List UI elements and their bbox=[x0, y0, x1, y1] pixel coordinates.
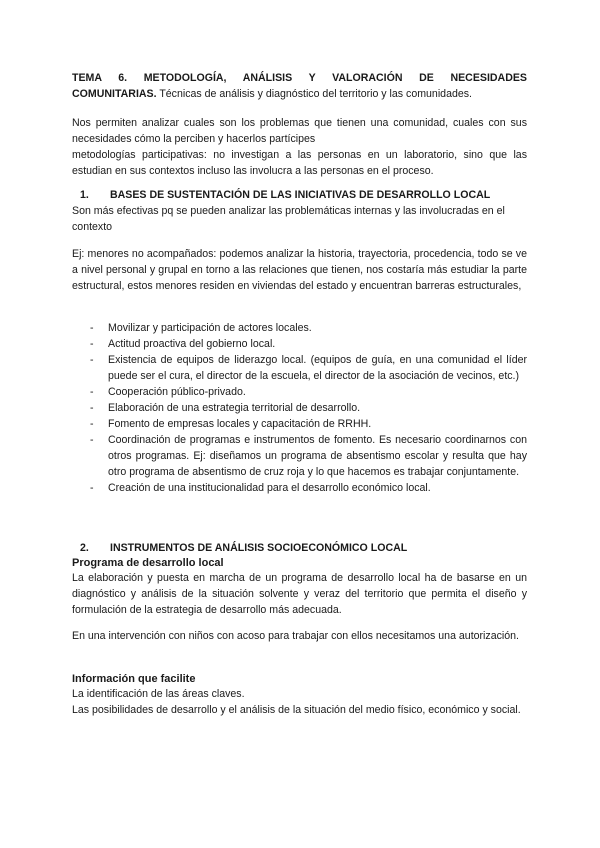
list-item: - Actitud proactiva del gobierno local. bbox=[72, 336, 527, 352]
section-2-title: INSTRUMENTOS DE ANÁLISIS SOCIOECONÓMICO LOCAL bbox=[110, 542, 408, 554]
info-block bbox=[72, 686, 527, 718]
section-1-text bbox=[72, 203, 527, 235]
info-heading-block bbox=[72, 671, 527, 687]
title-line-2 bbox=[72, 86, 527, 102]
section-1-number: 1. bbox=[80, 189, 89, 201]
section-1-title: BASES DE SUSTENTACIÓN DE LAS INICIATIVAS DE DESARROLLO LOCAL bbox=[110, 189, 491, 201]
section-1-heading bbox=[72, 187, 527, 203]
section-2-subtitle-block bbox=[72, 555, 527, 571]
section-2-text-1: La elaboración y puesta en marcha de un programa de desarrollo local ha de basarse en un diagnóstico y análisis de la situación solvente y veraz del territorio que permita el diseño y formulación de la estrategia de desarrollo más adecuada. bbox=[72, 572, 527, 616]
section-1-example bbox=[72, 246, 527, 294]
section-2-paragraph-2 bbox=[72, 628, 527, 644]
list-item: - Coordinación de programas e instrumentos de fomento. Es necesario coordinarnos con otros programas. Ej: diseñamos un programa de absentismo escolar y resulta que hay otro programa de absentismo de cruz roja y lo que hacemos es trabajar conjuntamente. bbox=[72, 432, 527, 480]
info-line-2: Las posibilidades de desarrollo y el análisis de la situación del medio físico, económico y social. bbox=[72, 704, 521, 716]
intro-paragraph-1: Nos permiten analizar cuales son los problemas que tienen una comunidad, cuales con sus necesidades cómo la perciben y hacerlos partícipes bbox=[72, 117, 527, 145]
title-line-2-rest: Técnicas de análisis y diagnóstico del territorio y las comunidades. bbox=[156, 88, 472, 100]
list-item: - Creación de una institucionalidad para el desarrollo económico local. bbox=[72, 480, 527, 496]
info-heading: Información que facilite bbox=[72, 673, 196, 685]
document-title bbox=[72, 70, 527, 102]
section-1-list bbox=[72, 320, 527, 496]
title-line-1: TEMA 6. METODOLOGÍA, ANÁLISIS Y VALORACIÓN DE NECESIDADES bbox=[72, 72, 527, 84]
title-line-2-bold: COMUNITARIAS. bbox=[72, 88, 157, 100]
info-line-1: La identificación de las áreas claves. bbox=[72, 688, 245, 700]
section-2-subtitle: Programa de desarrollo local bbox=[72, 557, 224, 569]
section-2-number: 2. bbox=[80, 542, 89, 554]
section-2-heading bbox=[72, 540, 527, 556]
list-item: - Fomento de empresas locales y capacitación de RRHH. bbox=[72, 416, 527, 432]
list-item: - Existencia de equipos de liderazgo local. (equipos de guía, en una comunidad el líder puede ser el cura, el director de la escuela, el director de la asociación de vecinos, etc.) bbox=[72, 352, 527, 384]
section-2-text-2: En una intervención con niños con acoso para trabajar con ellos necesitamos una autorización. bbox=[72, 630, 519, 642]
section-2-paragraph-1 bbox=[72, 570, 527, 618]
intro bbox=[72, 115, 527, 179]
section-1-example-paragraph: Ej: menores no acompañados: podemos analizar la historia, trayectoria, procedencia, todo se ve a nivel personal y grupal en torno a las relaciones que tienen, nos costaría más estudiar la parte estructural, estos menores residen en viviendas del estado y encuentran barreras estructurales, bbox=[72, 248, 527, 292]
intro-paragraph-2: metodologías participativas: no investigan a las personas en un laboratorio, sino que las estudian en sus contextos incluso las involucra a las personas en el proceso. bbox=[72, 149, 527, 177]
list-item: - Movilizar y participación de actores locales. bbox=[72, 320, 527, 336]
list-item: - Cooperación público-privado. bbox=[72, 384, 527, 400]
list-item: - Elaboración de una estrategia territorial de desarrollo. bbox=[72, 400, 527, 416]
section-1-paragraph: Son más efectivas pq se pueden analizar las problemáticas internas y las involucradas en el contexto bbox=[72, 205, 505, 233]
